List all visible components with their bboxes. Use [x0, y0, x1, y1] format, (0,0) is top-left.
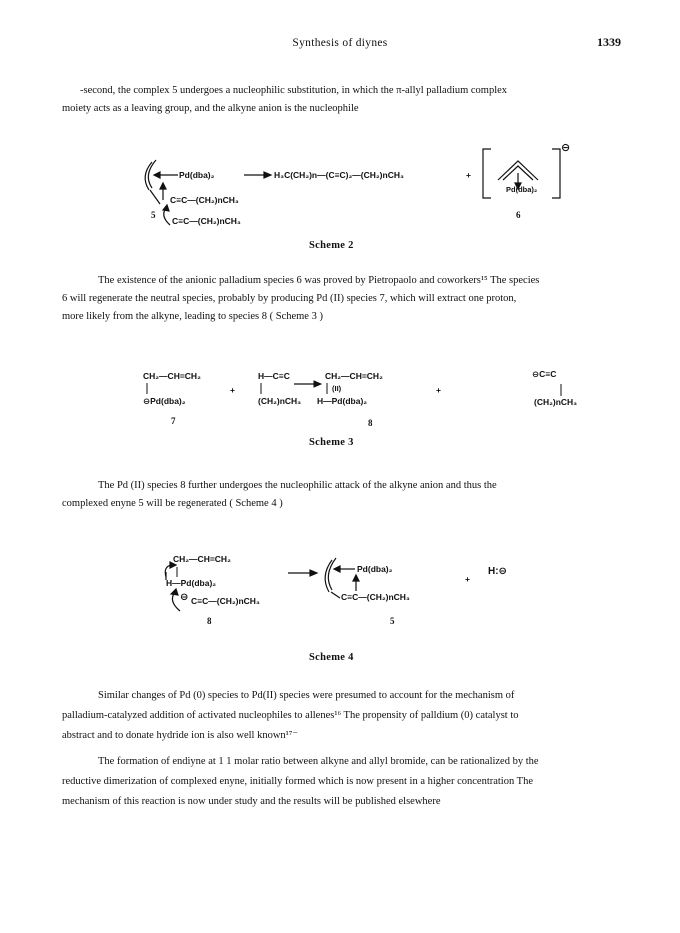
- scheme3-caption: Scheme 3: [309, 437, 354, 448]
- scheme2-product: H₃C(CH₂)n—(C≡C)₂—(CH₂)nCH₃: [274, 170, 404, 180]
- scheme3-oxidation-state: (II): [332, 384, 342, 393]
- paragraph-5: [62, 750, 617, 814]
- scheme4-anion-charge: ⊖: [180, 592, 189, 603]
- scheme4-caption: Scheme 4: [309, 652, 354, 663]
- scheme2-pd-label: Pd(dba)₂: [179, 170, 215, 180]
- scheme3-product-pd: H—Pd(dba)₂: [317, 396, 368, 406]
- scheme4-hydride: H:⊖: [488, 566, 507, 577]
- scheme4-plus: +: [465, 574, 470, 584]
- p2-line-2: 6 will regenerate the neutral species, probably by producing Pd (II) species 7, which will extract one proton,: [62, 293, 517, 304]
- scheme4-label-5: 5: [390, 616, 395, 626]
- p5-line-3: mechanism of this reaction is now under study and the results will be published elsewhere: [62, 796, 441, 807]
- p3-line-2: complexed enyne 5 will be regenerated ( Scheme 4 ): [62, 498, 283, 509]
- p5-line-2: reductive dimerization of complexed enyne, initially formed which is now present in a higher concentration The: [62, 776, 533, 787]
- p2-line-3: more likely from the alkyne, leading to species 8 ( Scheme 3 ): [62, 311, 323, 322]
- scheme4-reactant-allyl: CH₂—CH=CH₂: [173, 554, 231, 564]
- p1-line-2: moiety acts as a leaving group, and the alkyne anion is the nucleophile: [62, 103, 359, 114]
- paragraph-4: [62, 684, 617, 748]
- page-number: 1339: [597, 35, 621, 49]
- scheme3-plus-2: +: [436, 385, 441, 395]
- scheme3-anion-bottom: (CH₂)nCH₃: [534, 397, 578, 407]
- p4-line-2: palladium-catalyzed addition of activated nucleophiles to allenes¹⁶ The propensity of palldium (0) catalyst to: [62, 710, 519, 721]
- scheme4-reactant-anion: C≡C—(CH₂)nCH₃: [191, 596, 260, 606]
- scheme4-reactant-pd: H—Pd(dba)₂: [166, 578, 217, 588]
- p4-line-1: Similar changes of Pd (0) species to Pd(II) species were presumed to account for the mechanism of: [98, 690, 515, 701]
- p1-line-1: -second, the complex 5 undergoes a nucleophilic substitution, in which the π-allyl palladium complex: [80, 85, 508, 96]
- scheme3-reactant-allyl: CH₂—CH=CH₂: [143, 371, 201, 381]
- scheme2-alkyne-substituent: C≡C—(CH₂)nCH₃: [170, 195, 239, 205]
- scheme2-charge: ⊖: [561, 142, 571, 154]
- scheme4-product-pd: Pd(dba)₂: [357, 564, 393, 574]
- scheme3-anion-top: ⊖C≡C: [532, 369, 557, 379]
- p3-line-1: The Pd (II) species 8 further undergoes the nucleophilic attack of the alkyne anion and thus the: [98, 480, 497, 491]
- scheme2-caption: Scheme 2: [309, 240, 354, 251]
- p5-line-1: The formation of endiyne at 1 1 molar ratio between alkyne and allyl bromide, can be rationalized by the: [98, 756, 539, 767]
- scheme2-complex-pd: Pd(dba)₂: [506, 185, 538, 194]
- scheme3-label-8: 8: [368, 418, 373, 428]
- scheme3-label-7: 7: [171, 416, 176, 426]
- scheme3-alkyne-bottom: (CH₂)nCH₃: [258, 396, 302, 406]
- running-title: Synthesis of diynes: [292, 37, 388, 49]
- p2-line-1: The existence of the anionic palladium species 6 was proved by Pietropaolo and coworkers¹⁵ The species: [98, 275, 540, 286]
- scheme2-label-6: 6: [516, 210, 521, 220]
- scheme2-plus: +: [466, 170, 471, 180]
- scheme2-alkyne-anion: C≡C—(CH₂)nCH₃: [172, 216, 241, 226]
- scheme4-product-alkyne: C≡C—(CH₂)nCH₃: [341, 592, 410, 602]
- scheme3-product-allyl: CH₂—CH=CH₂: [325, 371, 383, 381]
- p4-line-3: abstract and to donate hydride ion is also well known¹⁷⁻: [62, 730, 299, 741]
- scheme2-label-5: 5: [151, 210, 156, 220]
- scheme3-alkyne-top: H—C≡C: [258, 371, 290, 381]
- scheme3-reactant-pd: ⊖Pd(dba)₂: [143, 396, 186, 406]
- scheme4-label-8: 8: [207, 616, 212, 626]
- scheme3-plus-1: +: [230, 385, 235, 395]
